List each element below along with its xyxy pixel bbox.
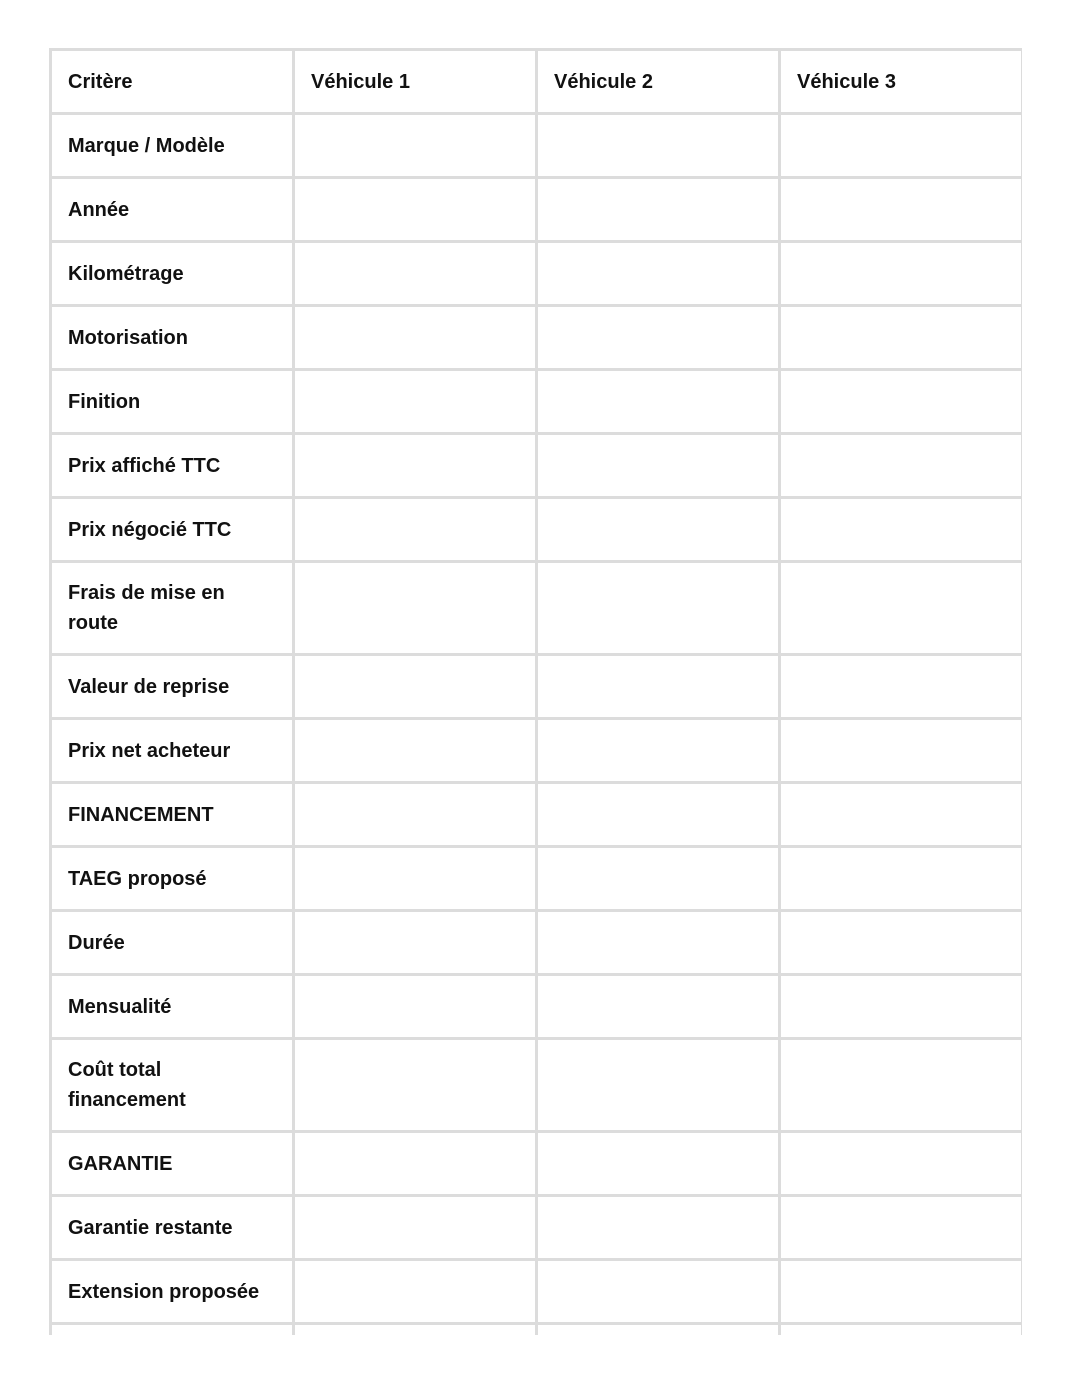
table-cell xyxy=(780,1260,1023,1324)
table-cell xyxy=(537,783,780,847)
table-row xyxy=(51,178,1023,242)
table-cell xyxy=(780,847,1023,911)
row-label: Prix négocié TTC xyxy=(51,498,294,562)
table-cell xyxy=(294,847,537,911)
table-cell xyxy=(294,911,537,975)
row-label: Garantie restante xyxy=(51,1196,294,1260)
row-label: Année xyxy=(51,178,294,242)
row-label: Prix net acheteur xyxy=(51,719,294,783)
header-vehicule-2: Véhicule 2 xyxy=(537,50,780,114)
row-label: Finition xyxy=(51,370,294,434)
row-label: Mensualité xyxy=(51,975,294,1039)
header-vehicule-3: Véhicule 3 xyxy=(780,50,1023,114)
table-cell xyxy=(294,434,537,498)
table-cell xyxy=(780,1196,1023,1260)
row-label xyxy=(51,1324,294,1336)
table-row xyxy=(51,975,1023,1039)
row-label: Coût total financement xyxy=(51,1039,294,1132)
table-cell xyxy=(780,783,1023,847)
table-cell xyxy=(294,178,537,242)
table-row xyxy=(51,1196,1023,1260)
row-label: Prix affiché TTC xyxy=(51,434,294,498)
table-cell xyxy=(294,562,537,655)
table-row xyxy=(51,562,1023,655)
vehicle-comparison-table xyxy=(49,48,1022,1335)
row-label: TAEG proposé xyxy=(51,847,294,911)
table-cell xyxy=(780,114,1023,178)
table-cell xyxy=(780,242,1023,306)
header-critere: Critère xyxy=(51,50,294,114)
table-cell xyxy=(294,719,537,783)
table-cell xyxy=(780,719,1023,783)
table-header-row xyxy=(51,50,1023,114)
table-row xyxy=(51,847,1023,911)
table-cell xyxy=(780,1324,1023,1336)
table-row xyxy=(51,434,1023,498)
table-cell xyxy=(537,655,780,719)
table-cell xyxy=(537,498,780,562)
table-cell xyxy=(537,1039,780,1132)
table-cell xyxy=(294,975,537,1039)
header-vehicule-1: Véhicule 1 xyxy=(294,50,537,114)
table-cell xyxy=(780,434,1023,498)
table-cell xyxy=(537,1196,780,1260)
comparison-sheet xyxy=(49,48,1022,1335)
table-cell xyxy=(537,975,780,1039)
table-cell xyxy=(780,178,1023,242)
table-row xyxy=(51,1260,1023,1324)
table-cell xyxy=(294,306,537,370)
table-row xyxy=(51,242,1023,306)
row-label: GARANTIE xyxy=(51,1132,294,1196)
table-cell xyxy=(780,562,1023,655)
table-row xyxy=(51,1324,1023,1336)
table-row xyxy=(51,370,1023,434)
row-label: Extension proposée xyxy=(51,1260,294,1324)
table-cell xyxy=(537,306,780,370)
table-cell xyxy=(294,1260,537,1324)
table-cell xyxy=(537,242,780,306)
table-cell xyxy=(780,370,1023,434)
table-row xyxy=(51,1132,1023,1196)
table-cell xyxy=(294,783,537,847)
row-label: Valeur de reprise xyxy=(51,655,294,719)
row-label: Motorisation xyxy=(51,306,294,370)
table-cell xyxy=(780,911,1023,975)
table-row xyxy=(51,719,1023,783)
table-cell xyxy=(294,1132,537,1196)
table-cell xyxy=(537,562,780,655)
table-cell xyxy=(780,306,1023,370)
table-row xyxy=(51,1039,1023,1132)
table-cell xyxy=(294,1039,537,1132)
row-label: Frais de mise en route xyxy=(51,562,294,655)
table-cell xyxy=(780,975,1023,1039)
table-row xyxy=(51,114,1023,178)
row-label: Durée xyxy=(51,911,294,975)
row-label: FINANCEMENT xyxy=(51,783,294,847)
table-cell xyxy=(537,178,780,242)
row-label: Marque / Modèle xyxy=(51,114,294,178)
table-cell xyxy=(780,1039,1023,1132)
table-cell xyxy=(537,1132,780,1196)
table-cell xyxy=(294,242,537,306)
row-label: Kilométrage xyxy=(51,242,294,306)
table-cell xyxy=(537,434,780,498)
table-cell xyxy=(537,911,780,975)
table-cell xyxy=(537,114,780,178)
table-cell xyxy=(537,719,780,783)
table-cell xyxy=(537,370,780,434)
table-cell xyxy=(537,1260,780,1324)
table-cell xyxy=(294,1324,537,1336)
table-cell xyxy=(294,1196,537,1260)
table-cell xyxy=(294,498,537,562)
table-cell xyxy=(294,114,537,178)
table-cell xyxy=(780,498,1023,562)
table-row xyxy=(51,911,1023,975)
table-cell xyxy=(294,655,537,719)
table-row xyxy=(51,783,1023,847)
table-cell xyxy=(537,1324,780,1336)
table-cell xyxy=(780,1132,1023,1196)
table-cell xyxy=(537,847,780,911)
table-row xyxy=(51,655,1023,719)
table-row xyxy=(51,498,1023,562)
table-row xyxy=(51,306,1023,370)
table-cell xyxy=(294,370,537,434)
table-cell xyxy=(780,655,1023,719)
